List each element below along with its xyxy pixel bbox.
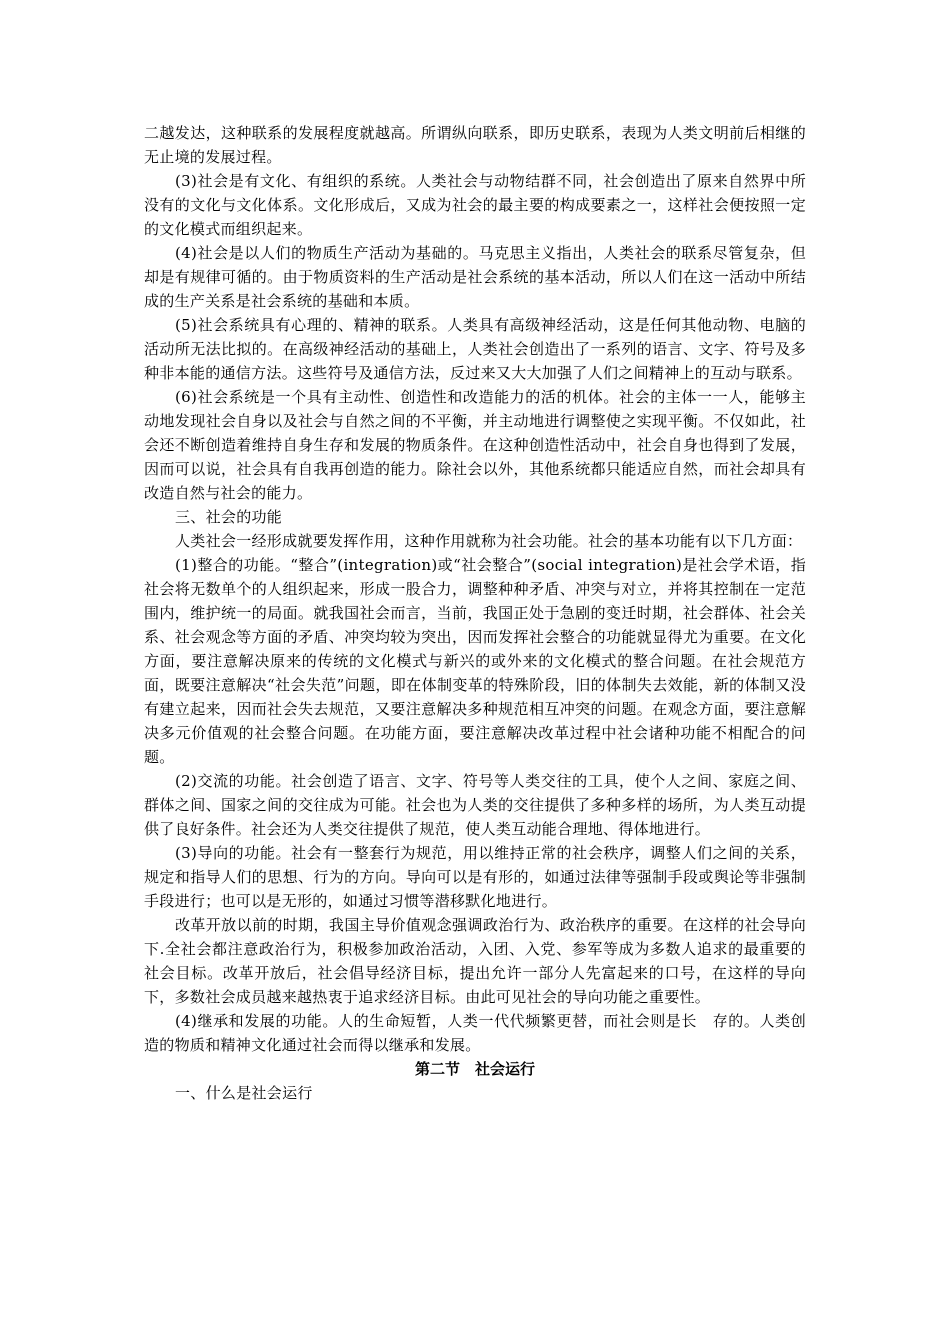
- paragraph-communication-function: (2)交流的功能。社会创造了语言、文字、符号等人类交往的工具，使个人之间、家庭之间、群体之间、国家之间的交往成为可能。社会也为人类的交往提供了多种多样的场所，为人类互动提供了良好条件。社会还为人类交往提供了规范，使人类互动能合理地、得体地进行。: [144, 772, 806, 838]
- section-heading: 第二节 社会运行: [414, 1060, 535, 1078]
- subheading-what-is-social-operation: 一、什么是社会运行: [175, 1084, 313, 1102]
- paragraph-point-3: (3)社会是有文化、有组织的系统。人类社会与动物结群不同，社会创造出了原来自然界中所没有的文化与文化体系。文化形成后，又成为社会的最主要的构成要素之一，这样社会便按照一定的文化模式而组织起来。: [144, 172, 806, 238]
- paragraph-continuation: 二越发达，这种联系的发展程度就越高。所谓纵向联系，即历史联系，表现为人类文明前后相继的无止境的发展过程。: [144, 124, 806, 166]
- paragraph-point-6: (6)社会系统是一个具有主动性、创造性和改造能力的活的机体。社会的主体一一人，能够主动地发现社会自身以及社会与自然之间的不平衡，并主动地进行调整使之实现平衡。不仅如此，社会还不断创造着维持自身生存和发展的物质条件。在这种创造性活动中，社会自身也得到了发展，因而可以说，社会具有自我再创造的能力。除社会以外，其他系统都只能适应自然，而社会却具有改造自然与社会的能力。: [144, 388, 806, 502]
- paragraph-inheritance-function: (4)继承和发展的功能。人的生命短暂，人类一代代频繁更替，而社会则是长 存的。人类创造的物质和精神文化通过社会而得以继承和发展。: [144, 1012, 806, 1054]
- paragraph-integration-function: (1)整合的功能。“整合”(integration)或“社会整合”(social integration)是社会学术语，指社会将无数单个的人组织起来，形成一股合力，调整种种矛盾、冲突与对立，并将其控制在一定范围内，维护统一的局面。就我国社会而言，当前，我国正处于急剧的变迁时期，社会群体、社会关系、社会观念等方面的矛盾、冲突均较为突出，因而发挥社会整合的功能就显得尤为重要。在文化方面，要注意解决原来的传统的文化模式与新兴的或外来的文化模式的整合问题。在社会规范方面，既要注意解决“社会失范”问题，即在体制变革的特殊阶段，旧的体制失去效能，新的体制又没有建立起来，因而社会失去规范，又要注意解决多种规范相互冲突的问题。在观念方面，要注意解决多元价值观的社会整合问题。在功能方面，要注意解决改革过程中社会诸种功能不相配合的问题。: [144, 556, 806, 766]
- paragraph-guidance-function: (3)导向的功能。社会有一整套行为规范，用以维持正常的社会秩序，调整人们之间的关系，规定和指导人们的思想、行为的方向。导向可以是有形的，如通过法律等强制手段或舆论等非强制手段进行；也可以是无形的，如通过习惯等潜移默化地进行。: [144, 844, 806, 910]
- paragraph-point-5: (5)社会系统具有心理的、精神的联系。人类具有高级神经活动，这是任何其他动物、电脑的活动所无法比拟的。在高级神经活动的基础上，人类社会创造出了一系列的语言、文字、符号及多种非本能的通信方法。这些符号及通信方法，反过来又大大加强了人们之间精神上的互动与联系。: [144, 316, 806, 382]
- paragraph-reform-guidance: 改革开放以前的时期，我国主导价值观念强调政治行为、政治秩序的重要。在这样的社会导向下.全社会都注意政治行为，积极参加政治活动，入团、入党、参军等成为多数人追求的最重要的社会目标。改革开放后，社会倡导经济目标，提出允许一部分人先富起来的口号，在这样的导向下，多数社会成员越来越热衷于追求经济目标。由此可见社会的导向功能之重要性。: [144, 916, 806, 1006]
- subheading-social-functions: 三、社会的功能: [175, 508, 283, 526]
- paragraph-functions-intro: 人类社会一经形成就要发挥作用，这种作用就称为社会功能。社会的基本功能有以下几方面：: [175, 532, 803, 550]
- paragraph-point-4: (4)社会是以人们的物质生产活动为基础的。马克思主义指出，人类社会的联系尽管复杂，但却是有规律可循的。由于物质资料的生产活动是社会系统的基本活动，所以人们在这一活动中所结成的生产关系是社会系统的基础和本质。: [144, 244, 806, 310]
